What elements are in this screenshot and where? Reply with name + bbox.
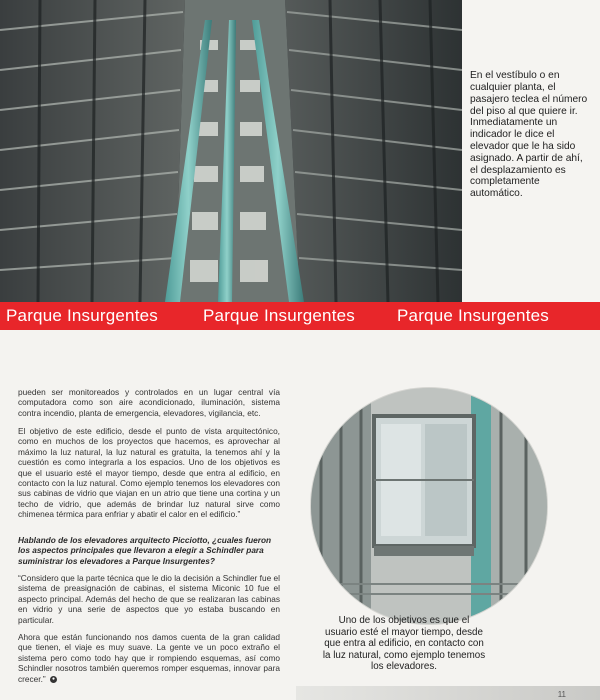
atrium-photo — [0, 0, 462, 302]
article-paragraph: El objetivo de este edificio, desde el punto de vista arquitectónico, como en muchos de los proyectos que hacemos, es aprovechar al máximo la luz natural, la luz natural es gratuita, la tenemos ahí y la cuestión es como integrarla a los espacios. Uno de los objetivos es que el usuario esté el mayor tiempo, desde que entra al edificio, en contacto con la luz natural. Como ejemplo tenemos los elevadores con sus cabinas de vidrio que viajan en un atrio que tiene una cortina y un techo de vidrio, que además de brindar luz natural sirve como chimenea térmica para enfriar y abatir el calor en el edificio.” — [18, 426, 280, 520]
elevator-illustration — [311, 388, 547, 624]
interview-question: Hablando de los elevadores arquitecto Picciotto, ¿cuales fueron los aspectos principales que llevaron a elegir a Schindler para suministrar los elevadores a Parque Insurgentes? — [18, 535, 272, 566]
article-paragraph-final — [18, 632, 280, 684]
pull-quote: Uno de los objetivos es que el usuario esté el mayor tiempo, desde que entra al edificio, en contacto con la luz natural, como ejemplo tenemos los elevadores. — [322, 615, 486, 673]
photo-caption: En el vestíbulo o en cualquier planta, el pasajero teclea el número del piso al que quiere ir. Inmediatamente un indicador le dice el elevador que le ha sido asignado. A partir de ahí, el desplazamiento es completamente automático. — [470, 70, 588, 200]
elevator-photo — [311, 388, 547, 624]
end-of-article-icon: ● — [51, 675, 55, 682]
banner-title-3: Parque Insurgentes — [397, 306, 549, 325]
atrium-illustration — [0, 0, 462, 302]
footer-bar — [296, 686, 600, 700]
page-number: 11 — [557, 690, 566, 699]
banner-title-2: Parque Insurgentes — [203, 306, 355, 325]
title-banner — [0, 302, 600, 330]
article-paragraph-text: Ahora que están funcionando nos damos cuenta de la gran calidad que tienen, el viaje es muy suave. La gente ve un poco extraño el sistema pero como todo hay que ir rompiendo esquemas, así como Schindler nosotros también queremos romper esquemas, innovar para crecer.” — [18, 632, 280, 684]
article-paragraph: “Considero que la parte técnica que le dio la decisión a Schindler fue el sistema de preasignación de cabinas, el sistema Miconic 10 fue el aspecto principal. Además del hecho de que se realizaran las cabinas en vidrio y una serie de aspectos que yo estaba buscando en particular. — [18, 573, 280, 625]
banner-title-1: Parque Insurgentes — [6, 306, 158, 325]
article-paragraph: pueden ser monitoreados y controlados en un lugar central vía computadora como son aire acondicionado, iluminación, sistema contra incendio, planta de emergencia, elevadores, vigilancia, etc. — [18, 387, 280, 418]
